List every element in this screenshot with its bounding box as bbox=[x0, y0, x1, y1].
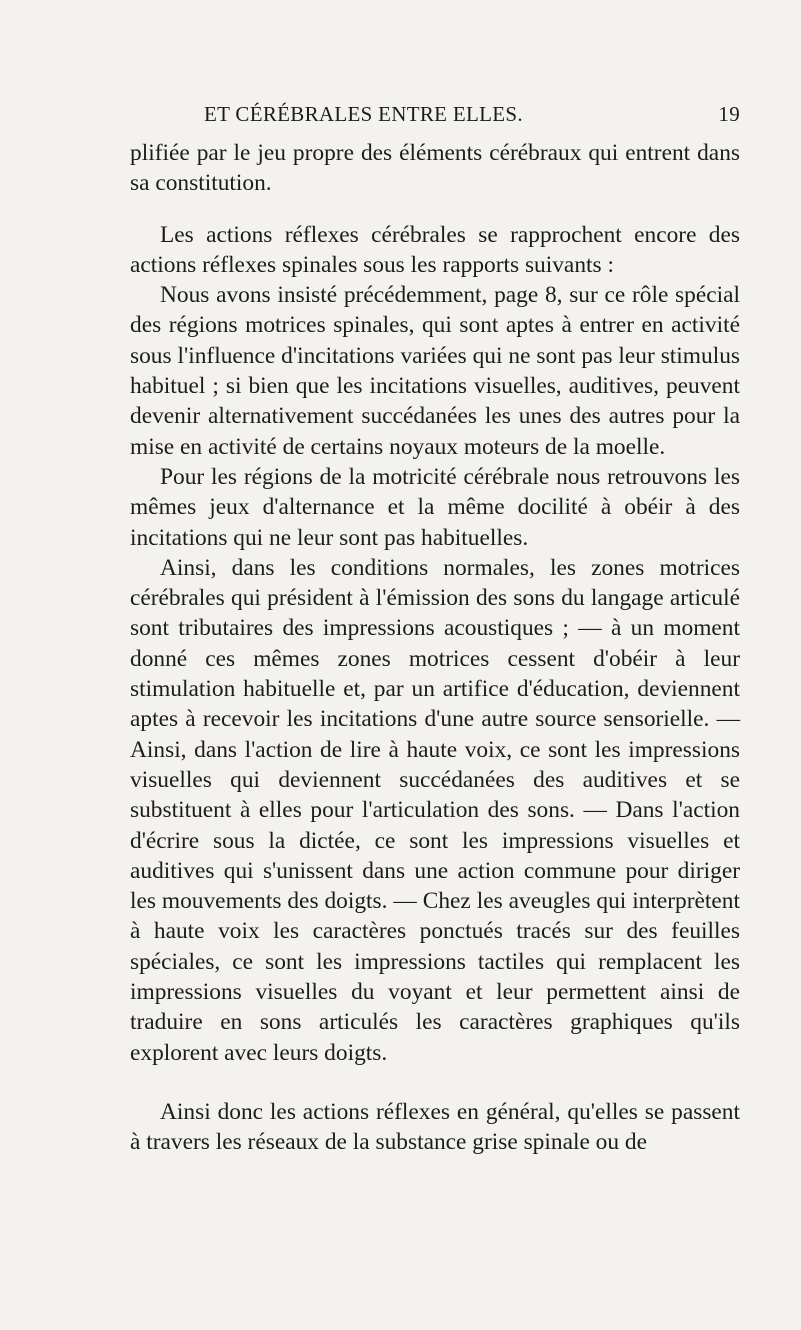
paragraph: Nous avons insisté précédemment, page 8, sur ce rôle spécial des régions motrices spinales, qui sont aptes à entrer en activité sous l'influence d'incitations variées qui ne sont pas leur stimulus habituel ; si bien que les incitations visuelles, auditives, peuvent devenir alternativement succédanées les unes des autres pour la mise en activité de certains noyaux moteurs de la moelle. bbox=[130, 282, 740, 460]
running-title: ET CÉRÉBRALES ENTRE ELLES. bbox=[204, 102, 523, 126]
running-header bbox=[130, 102, 740, 132]
paragraph: Ainsi, dans les conditions normales, les zones motrices cérébrales qui président à l'émission des sons du langage articulé sont tributaires des impressions acoustiques ; — à un moment donné ces mêmes zones motrices cessent d'obéir à leur stimulation habituelle et, par un artifice d'éducation, deviennent aptes à recevoir les incitations d'une autre source sensorielle. — Ainsi, dans l'action de lire à haute voix, ce sont les impressions visuelles qui deviennent succédanées des auditives et se substituent à elles pour l'articulation des sons. — Dans l'action d'écrire sous la dictée, ce sont les impressions visuelles et auditives qui s'unissent dans une action commune pour diriger les mouvements des doigts. — Chez les aveugles qui interprètent à haute voix les caractères ponctués tracés sur des feuilles spéciales, ce sont les impressions tactiles qui remplacent les impressions visuelles du voyant et leur permettent ainsi de traduire en sons articulés les caractères graphiques qu'ils explorent avec leurs doigts. bbox=[130, 554, 740, 1066]
paragraph-continuation: plifiée par le jeu propre des éléments cérébraux qui entrent dans sa constitution. bbox=[130, 140, 740, 197]
page-number: 19 bbox=[718, 102, 740, 126]
body-text bbox=[130, 138, 740, 1158]
paragraph: Les actions réflexes cérébrales se rapprochent encore des actions réflexes spinales sous les rapports suivants : bbox=[130, 221, 740, 278]
paragraph: Ainsi donc les actions réflexes en général, qu'elles se passent à travers les réseaux de la substance grise spinale ou de bbox=[130, 1098, 740, 1156]
paragraph: Pour les régions de la motricité cérébrale nous retrouvons les mêmes jeux d'alternance et la même docilité à obéir à des incitations qui ne leur sont pas habituelles. bbox=[130, 463, 740, 551]
